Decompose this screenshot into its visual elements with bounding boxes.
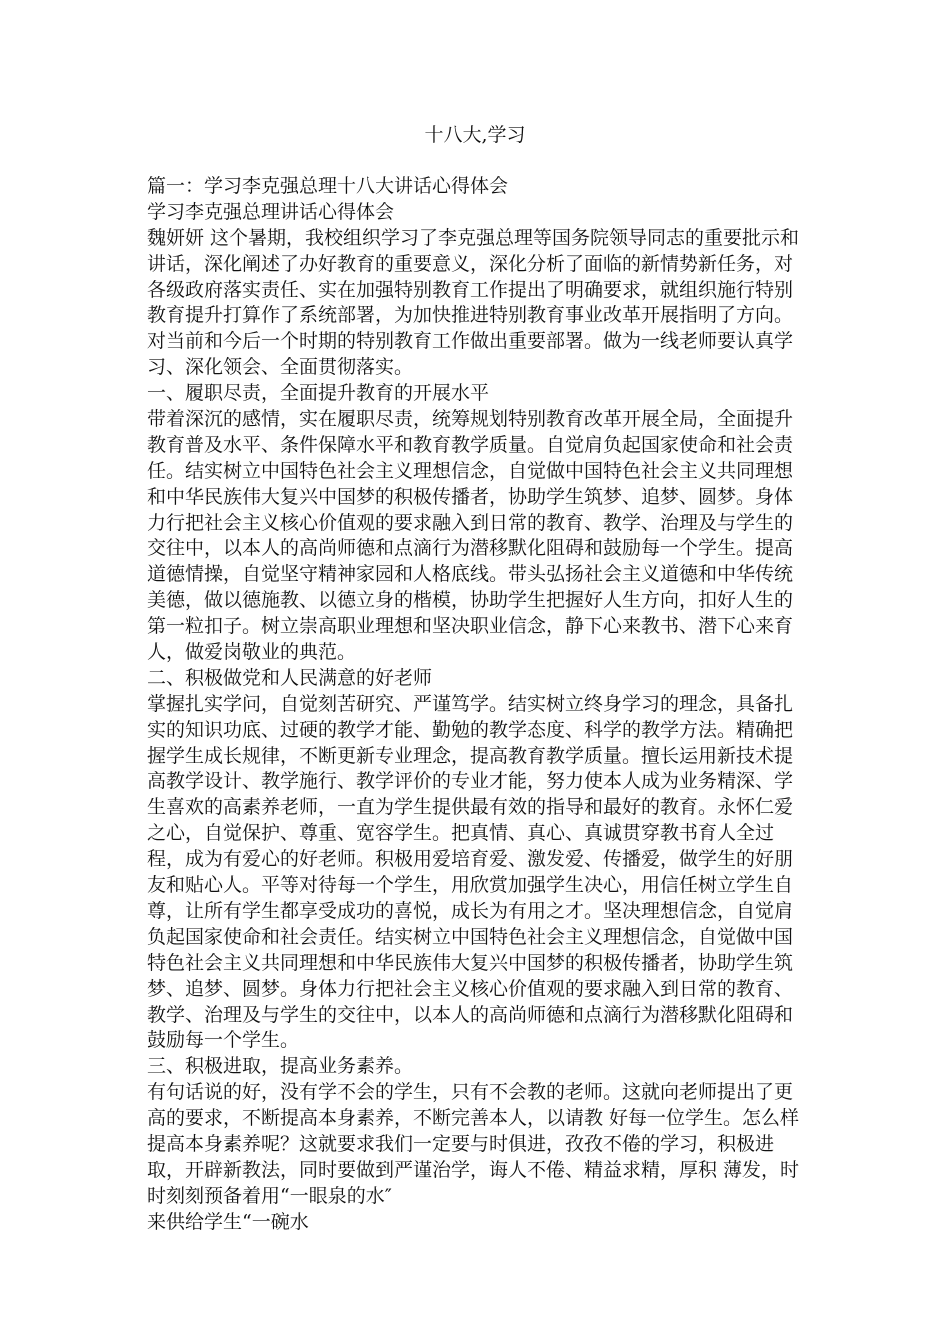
- text-line: 第一粒扣子。树立崇高职业理想和坚决职业信念，静下心来教书、潜下心来育: [147, 615, 794, 638]
- text-line: 美德，做以德施教、以德立身的楷模，协助学生把握好人生方向，扣好人生的: [147, 589, 794, 612]
- text-line: 习、深化领会、全面贯彻落实。: [147, 356, 414, 379]
- text-line: 学习李克强总理讲话心得体会: [147, 200, 395, 223]
- text-line: 梦、追梦、圆梦。身体力行把社会主义核心价值观的要求融入到日常的教育、: [147, 977, 794, 1000]
- text-line: 魏妍妍 这个暑期，我校组织学习了李克强总理等国务院领导同志的重要批示和: [147, 226, 800, 249]
- text-line: 道德情操，自觉坚守精神家园和人格底线。带头弘扬社会主义道德和中华传统: [147, 563, 794, 586]
- text-line: 之心，自觉保护、尊重、宽容学生。把真情、真心、真诚贯穿教书育人全过: [147, 822, 775, 845]
- text-line: 取，开辟新教法，同时要做到严谨治学，诲人不倦、精益求精，厚积 薄发，时: [147, 1158, 800, 1181]
- text-line: 时刻刻预备着用“一眼泉的水″: [147, 1184, 392, 1207]
- text-line: 握学生成长规律，不断更新专业理念，提高教育教学质量。擅长运用新技术提: [147, 744, 794, 767]
- text-line: 掌握扎实学问，自觉刻苦研究、严谨笃学。结实树立终身学习的理念，具备扎: [147, 692, 794, 715]
- text-line: 来供给学生“一碗水: [147, 1210, 309, 1233]
- text-line: 讲话，深化阐述了办好教育的重要意义，深化分析了面临的新情势新任务，对: [147, 252, 794, 275]
- text-line: 和中华民族伟大复兴中国梦的积极传播者，协助学生筑梦、追梦、圆梦。身体: [147, 485, 794, 508]
- text-line: 一、履职尽责，全面提升教育的开展水平: [147, 382, 490, 405]
- text-line: 特色社会主义共同理想和中华民族伟大复兴中国梦的积极传播者，协助学生筑: [147, 951, 794, 974]
- text-line: 高教学设计、教学施行、教学评价的专业才能，努力使本人成为业务精深、学: [147, 770, 794, 793]
- text-line: 有句话说的好，没有学不会的学生，只有不会教的老师。这就向老师提出了更: [147, 1081, 794, 1104]
- text-line: 生喜欢的高素养老师，一直为学生提供最有效的指导和最好的教育。永怀仁爱: [147, 796, 794, 819]
- text-line: 任。结实树立中国特色社会主义理想信念，自觉做中国特色社会主义共同理想: [147, 459, 794, 482]
- text-line: 人，做爱岗敬业的典范。: [147, 641, 357, 664]
- document-body: [147, 174, 807, 1236]
- text-line: 交往中，以本人的高尚师德和点滴行为潜移默化阻碍和鼓励每一个学生。提高: [147, 537, 794, 560]
- text-line: 鼓励每一个学生。: [147, 1029, 300, 1052]
- text-line: 程，成为有爱心的好老师。积极用爱培育爱、激发爱、传播爱，做学生的好朋: [147, 848, 794, 871]
- text-line: 教育提升打算作了系统部署，为加快推进特别教育事业改革开展指明了方向。: [147, 304, 794, 327]
- text-line: 教育普及水平、条件保障水平和教育教学质量。自觉肩负起国家使命和社会责: [147, 433, 794, 456]
- text-line: 负起国家使命和社会责任。结实树立中国特色社会主义理想信念，自觉做中国: [147, 925, 794, 948]
- text-line: 力行把社会主义核心价值观的要求融入到日常的教育、教学、治理及与学生的: [147, 511, 794, 534]
- text-line: 尊，让所有学生都享受成功的喜悦，成长为有用之才。坚决理想信念，自觉肩: [147, 899, 794, 922]
- text-line: 实的知识功底、过硬的教学才能、勤勉的教学态度、科学的教学方法。精确把: [147, 718, 794, 741]
- text-line: 三、积极进取，提高业务素养。: [147, 1055, 414, 1078]
- text-line: 二、积极做党和人民满意的好老师: [147, 666, 433, 689]
- text-line: 提高本身素养呢？这就要求我们一定要与时俱进，孜孜不倦的学习，积极进: [147, 1132, 775, 1155]
- text-line: 高的要求，不断提高本身素养，不断完善本人，以请教 好每一位学生。怎么样: [147, 1107, 800, 1130]
- text-line: 友和贴心人。平等对待每一个学生，用欣赏加强学生决心，用信任树立学生自: [147, 874, 794, 897]
- document-title: 十八大,学习: [424, 124, 526, 146]
- text-line: 对当前和今后一个时期的特别教育工作做出重要部署。做为一线老师要认真学: [147, 330, 794, 353]
- text-line: 篇一：学习李克强总理十八大讲话心得体会: [147, 175, 509, 197]
- text-line: 带着深沉的感情，实在履职尽责，统筹规划特别教育改革开展全局，全面提升: [147, 408, 794, 431]
- text-line: 教学、治理及与学生的交往中，以本人的高尚师德和点滴行为潜移默化阻碍和: [147, 1003, 794, 1026]
- text-line: 各级政府落实责任、实在加强特别教育工作提出了明确要求，就组织施行特别: [147, 278, 794, 301]
